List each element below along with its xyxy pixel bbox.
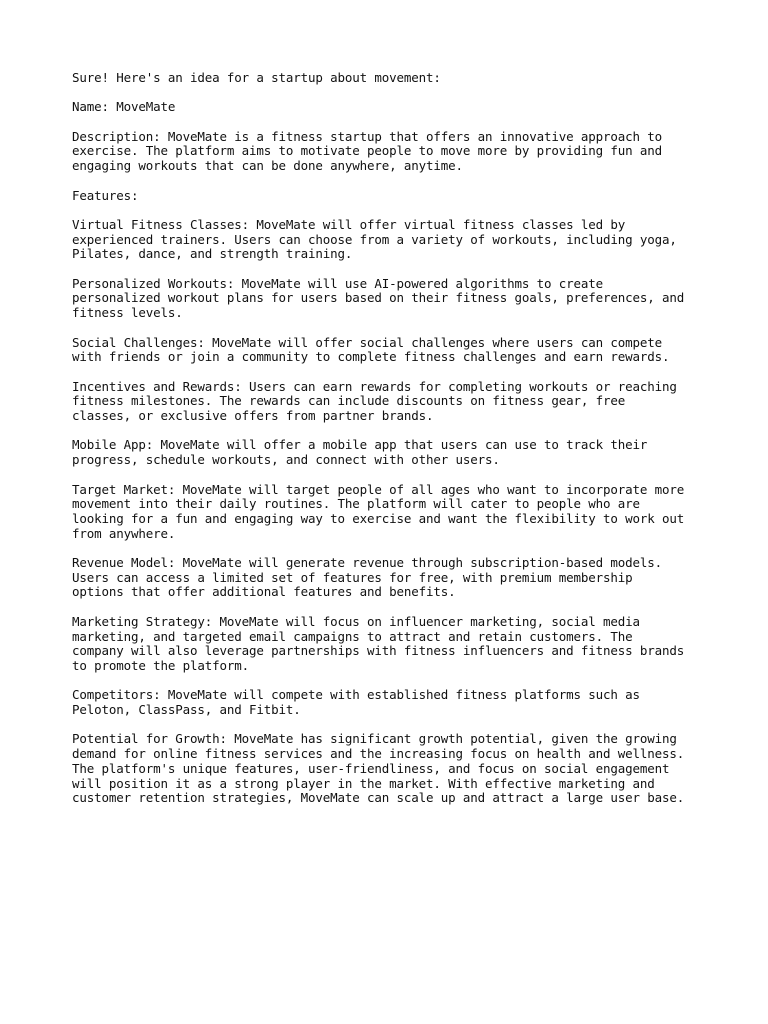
feature-incentives-rewards: Incentives and Rewards: Users can earn rewards for completing workouts or reaching fitness milestones. The rewards can include discounts on fitness gear, free classes, or exclusive offers from partner brands. <box>72 378 677 424</box>
competitors-paragraph: Competitors: MoveMate will compete with established fitness platforms such as Peloton, ClassPass, and Fitbit. <box>72 687 640 718</box>
feature-personalized-workouts: Personalized Workouts: MoveMate will use AI-powered algorithms to create personalized workout plans for users based on their fitness goals, preferences, and fitness levels. <box>72 275 685 321</box>
feature-social-challenges: Social Challenges: MoveMate will offer social challenges where users can compete with friends or join a community to complete fitness challenges and earn rewards. <box>72 334 670 365</box>
revenue-model-paragraph: Revenue Model: MoveMate will generate revenue through subscription-based models. Users can access a limited set of features for free, with premium membership options that offer additional features and benefits. <box>72 555 663 600</box>
marketing-strategy-paragraph: Marketing Strategy: MoveMate will focus on influencer marketing, social media marketing, and targeted email campaigns to attract and retain customers. The company will also leverage partnerships with fitness influencers and fitness brands to promote the platform. <box>72 613 685 673</box>
feature-virtual-classes: Virtual Fitness Classes: MoveMate will offer virtual fitness classes led by experienced trainers. Users can choose from a variety of workouts, including yoga, Pilates, dance, and strength training. <box>72 216 677 262</box>
description-paragraph: Description: MoveMate is a fitness startup that offers an innovative approach to exercise. The platform aims to motivate people to move more by providing fun and engaging workouts that can be done anywhere, anytime. <box>72 128 663 174</box>
features-heading: Features: <box>72 187 139 203</box>
growth-potential-paragraph: Potential for Growth: MoveMate has significant growth potential, given the growing demand for online fitness services and the increasing focus on health and wellness. The platform's unique features, user-friendliness, and focus on social engagement will position it as a strong player in the market. With effective marketing and customer retention strategies, MoveMate can scale up and attract a large user base. <box>72 731 685 806</box>
name-line: Name: MoveMate <box>72 99 176 115</box>
document-body <box>72 71 712 821</box>
feature-mobile-app: Mobile App: MoveMate will offer a mobile app that users can use to track their progress, schedule workouts, and connect with other users. <box>72 437 648 468</box>
intro-line: Sure! Here's an idea for a startup about movement: <box>72 70 441 85</box>
target-market-paragraph: Target Market: MoveMate will target people of all ages who want to incorporate more movement into their daily routines. The platform will cater to people who are looking for a fun and engaging way to exercise and want the flexibility to work out from anywhere. <box>72 481 685 541</box>
